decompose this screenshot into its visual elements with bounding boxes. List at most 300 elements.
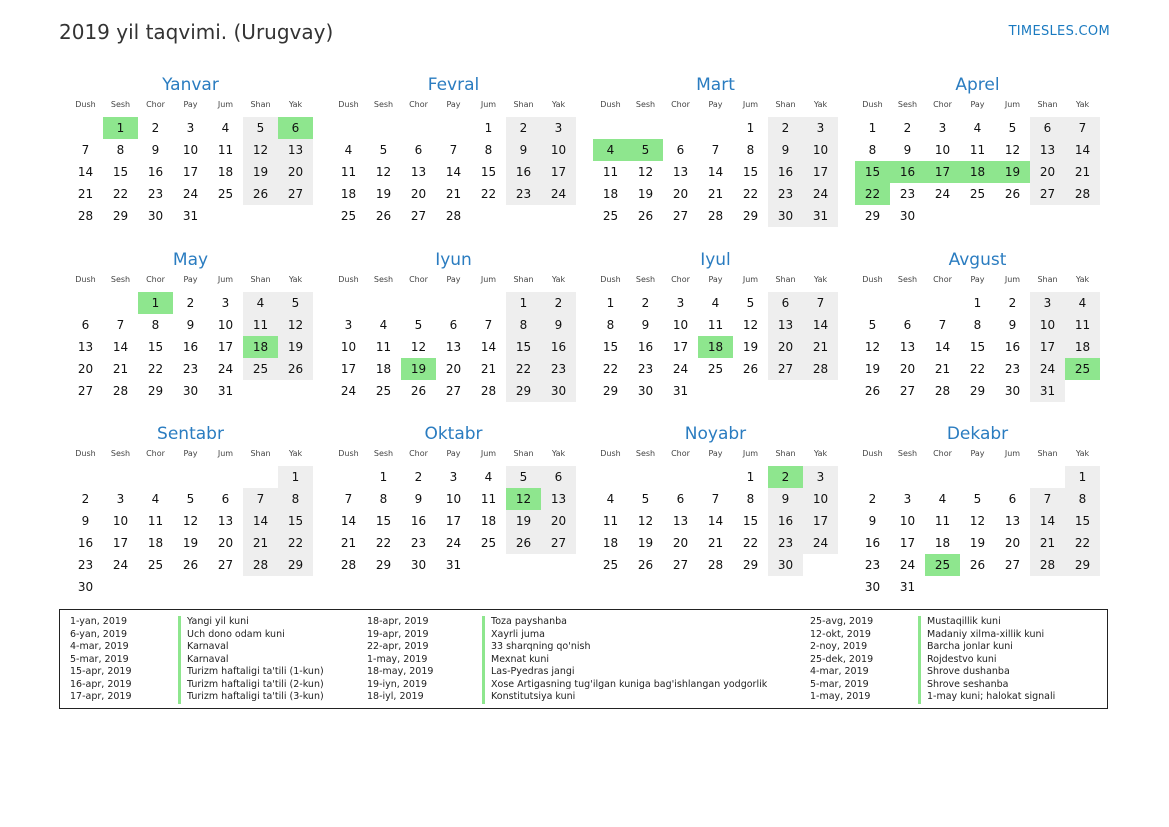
empty-cell xyxy=(855,290,890,314)
day-cell: 20 xyxy=(899,362,916,376)
day-cell: 15 xyxy=(480,165,497,179)
day-cell: 9 xyxy=(81,514,90,528)
day-cell: 14 xyxy=(445,165,462,179)
weekday-header: Shan xyxy=(506,445,541,464)
day-cell: 5 xyxy=(641,492,650,506)
weekday-header: Jum xyxy=(733,445,768,464)
day-cell: 17 xyxy=(217,340,234,354)
month-title: May xyxy=(172,250,209,270)
day-cell: 27 xyxy=(77,384,94,398)
day-cell: 23 xyxy=(768,183,803,205)
day-cell: 19 xyxy=(742,340,759,354)
day-cell: 21 xyxy=(803,336,838,358)
day-cell: 15 xyxy=(375,514,392,528)
day-cell: 18 xyxy=(602,536,619,550)
day-cell: 9 xyxy=(1008,318,1017,332)
month-table xyxy=(855,96,1100,227)
day-cell: 2 xyxy=(768,115,803,139)
holiday-name: 1-may kuni; halokat signali xyxy=(927,691,1056,702)
day-cell: 29 xyxy=(112,209,129,223)
empty-cell xyxy=(278,576,313,598)
day-cell: 5 xyxy=(733,290,768,314)
weekday-header: Yak xyxy=(541,271,576,290)
holiday-date: 1-may, 2019 xyxy=(367,653,428,665)
weekday-header: Shan xyxy=(506,271,541,290)
day-cell: 23 xyxy=(637,362,654,376)
empty-cell xyxy=(278,380,313,402)
day-cell: 20 xyxy=(445,362,462,376)
weekday-header: Dush xyxy=(855,445,890,464)
day-cell: 3 xyxy=(903,492,912,506)
month-title: Oktabr xyxy=(424,424,483,444)
weekday-header: Yak xyxy=(1065,271,1100,290)
day-cell: 1 xyxy=(855,115,890,139)
month-table xyxy=(331,271,576,402)
month-avgust xyxy=(855,249,1100,402)
empty-cell xyxy=(243,464,278,488)
weekday-header: Chor xyxy=(138,445,173,464)
month-title: Avgust xyxy=(948,250,1007,270)
day-cell: 12 xyxy=(506,488,541,510)
holiday-date: 18-iyl, 2019 xyxy=(367,691,424,702)
day-cell: 28 xyxy=(112,384,129,398)
day-cell: 22 xyxy=(602,362,619,376)
weekday-header: Yak xyxy=(1065,445,1100,464)
day-cell: 17 xyxy=(541,161,576,183)
day-cell: 17 xyxy=(112,536,129,550)
day-cell: 8 xyxy=(506,314,541,336)
day-cell: 28 xyxy=(480,384,497,398)
day-cell: 6 xyxy=(81,318,90,332)
day-cell: 12 xyxy=(1004,143,1021,157)
day-cell: 30 xyxy=(77,580,94,594)
empty-cell xyxy=(1030,576,1065,598)
day-cell: 10 xyxy=(803,139,838,161)
empty-cell xyxy=(401,290,436,314)
day-cell: 9 xyxy=(506,139,541,161)
day-cell: 3 xyxy=(116,492,125,506)
day-cell: 5 xyxy=(506,464,541,488)
empty-cell xyxy=(995,464,1030,488)
day-cell: 6 xyxy=(278,115,313,139)
day-cell: 16 xyxy=(768,161,803,183)
empty-cell xyxy=(1065,380,1100,402)
day-cell: 10 xyxy=(340,340,357,354)
day-cell: 23 xyxy=(864,558,881,572)
empty-cell xyxy=(1030,464,1065,488)
day-cell: 1 xyxy=(471,115,506,139)
day-cell: 24 xyxy=(541,183,576,205)
day-cell: 24 xyxy=(340,384,357,398)
holiday-name: Barcha jonlar kuni xyxy=(927,641,1013,652)
day-cell: 19 xyxy=(637,536,654,550)
day-cell: 29 xyxy=(742,209,759,223)
day-cell: 19 xyxy=(278,336,313,358)
day-cell: 4 xyxy=(344,143,353,157)
day-cell: 17 xyxy=(803,510,838,532)
day-cell: 3 xyxy=(803,464,838,488)
day-cell: 22 xyxy=(742,187,759,201)
day-cell: 6 xyxy=(541,464,576,488)
day-cell: 24 xyxy=(217,362,234,376)
day-cell: 4 xyxy=(593,139,628,161)
day-cell: 4 xyxy=(938,492,947,506)
day-cell: 23 xyxy=(410,536,427,550)
day-cell: 18 xyxy=(480,514,497,528)
day-cell: 4 xyxy=(379,318,388,332)
holiday-name: Xose Artigasning tug'ilgan kuniga bag'ishlangan yodgorlik xyxy=(491,678,768,690)
day-cell: 23 xyxy=(182,362,199,376)
day-cell: 8 xyxy=(278,488,313,510)
day-cell: 23 xyxy=(899,187,916,201)
weekday-header: Dush xyxy=(593,271,628,290)
day-cell: 21 xyxy=(934,362,951,376)
day-cell: 24 xyxy=(934,187,951,201)
day-cell: 22 xyxy=(278,532,313,554)
day-cell: 17 xyxy=(445,514,462,528)
day-cell: 1 xyxy=(1065,464,1100,488)
day-cell: 27 xyxy=(672,209,689,223)
day-cell: 3 xyxy=(663,290,698,314)
day-cell: 29 xyxy=(506,380,541,402)
day-cell: 10 xyxy=(445,492,462,506)
day-cell: 15 xyxy=(602,340,619,354)
day-cell: 9 xyxy=(151,143,160,157)
day-cell: 4 xyxy=(960,115,995,139)
day-cell: 4 xyxy=(1065,290,1100,314)
day-cell: 8 xyxy=(746,143,755,157)
legend-dates-column xyxy=(810,616,920,704)
day-cell: 25 xyxy=(1065,358,1100,380)
month-yanvar xyxy=(68,74,313,227)
weekday-header: Yak xyxy=(541,445,576,464)
day-cell: 7 xyxy=(1030,488,1065,510)
weekday-header: Pay xyxy=(436,96,471,115)
day-cell: 28 xyxy=(340,558,357,572)
day-cell: 20 xyxy=(410,187,427,201)
day-cell: 16 xyxy=(864,536,881,550)
weekday-header: Chor xyxy=(401,96,436,115)
day-cell: 30 xyxy=(541,380,576,402)
day-cell: 11 xyxy=(480,492,497,506)
empty-cell xyxy=(803,380,838,402)
day-cell: 9 xyxy=(768,488,803,510)
day-cell: 7 xyxy=(711,492,720,506)
day-cell: 26 xyxy=(1004,187,1021,201)
empty-cell xyxy=(995,576,1030,598)
empty-cell xyxy=(366,115,401,139)
day-cell: 12 xyxy=(278,314,313,336)
weekday-header: Jum xyxy=(208,96,243,115)
day-cell: 1 xyxy=(960,290,995,314)
day-cell: 13 xyxy=(445,340,462,354)
day-cell: 29 xyxy=(969,384,986,398)
legend-names-column xyxy=(918,616,1055,704)
day-cell: 3 xyxy=(344,318,353,332)
weekday-header: Sesh xyxy=(366,271,401,290)
day-cell: 6 xyxy=(903,318,912,332)
day-cell: 27 xyxy=(410,209,427,223)
day-cell: 28 xyxy=(445,209,462,223)
month-dekabr xyxy=(855,423,1100,598)
month-title: Fevral xyxy=(427,75,480,95)
day-cell: 30 xyxy=(1004,384,1021,398)
empty-cell xyxy=(471,205,506,227)
brand-link[interactable]: TIMESLES.COM xyxy=(1008,24,1110,39)
day-cell: 29 xyxy=(602,384,619,398)
day-cell: 8 xyxy=(868,143,877,157)
day-cell: 15 xyxy=(742,514,759,528)
day-cell: 10 xyxy=(112,514,129,528)
weekday-header: Pay xyxy=(173,96,208,115)
day-cell: 1 xyxy=(366,464,401,488)
day-cell: 3 xyxy=(436,464,471,488)
day-cell: 14 xyxy=(340,514,357,528)
day-cell: 22 xyxy=(375,536,392,550)
weekday-header: Dush xyxy=(68,445,103,464)
day-cell: 14 xyxy=(480,340,497,354)
day-cell: 20 xyxy=(77,362,94,376)
holiday-date: 19-iyn, 2019 xyxy=(367,678,428,690)
day-cell: 24 xyxy=(1030,358,1065,380)
empty-cell xyxy=(68,115,103,139)
day-cell: 15 xyxy=(1065,510,1100,532)
month-table xyxy=(593,96,838,227)
day-cell: 27 xyxy=(768,358,803,380)
day-cell: 31 xyxy=(182,209,199,223)
empty-cell xyxy=(436,290,471,314)
day-cell: 31 xyxy=(803,205,838,227)
day-cell: 24 xyxy=(112,558,129,572)
day-cell: 25 xyxy=(340,209,357,223)
empty-cell xyxy=(243,205,278,227)
day-cell: 8 xyxy=(606,318,615,332)
empty-cell xyxy=(103,464,138,488)
weekday-header: Shan xyxy=(243,271,278,290)
weekday-header: Pay xyxy=(698,271,733,290)
day-cell: 13 xyxy=(217,514,234,528)
day-cell: 6 xyxy=(676,492,685,506)
weekday-header: Jum xyxy=(471,445,506,464)
day-cell: 24 xyxy=(182,187,199,201)
day-cell: 30 xyxy=(768,554,803,576)
day-cell: 18 xyxy=(147,536,164,550)
day-cell: 1 xyxy=(593,290,628,314)
empty-cell xyxy=(890,464,925,488)
day-cell: 20 xyxy=(1004,536,1021,550)
day-cell: 22 xyxy=(480,187,497,201)
day-cell: 12 xyxy=(637,165,654,179)
day-cell: 7 xyxy=(711,143,720,157)
day-cell: 30 xyxy=(864,580,881,594)
day-cell: 11 xyxy=(340,165,357,179)
day-cell: 20 xyxy=(278,161,313,183)
empty-cell xyxy=(208,576,243,598)
day-cell: 11 xyxy=(602,165,619,179)
day-cell: 1 xyxy=(733,115,768,139)
day-cell: 11 xyxy=(147,514,164,528)
holiday-name: 33 sharqning qo'nish xyxy=(491,641,591,652)
empty-cell xyxy=(138,576,173,598)
day-cell: 19 xyxy=(637,187,654,201)
day-cell: 14 xyxy=(707,165,724,179)
holiday-name: Rojdestvo kuni xyxy=(927,653,997,665)
day-cell: 22 xyxy=(855,183,890,205)
day-cell: 10 xyxy=(541,139,576,161)
day-cell: 15 xyxy=(147,340,164,354)
day-cell: 11 xyxy=(243,314,278,336)
holiday-name: Konstitutsiya kuni xyxy=(491,691,576,702)
day-cell: 22 xyxy=(742,536,759,550)
day-cell: 18 xyxy=(934,536,951,550)
weekday-header: Jum xyxy=(208,271,243,290)
month-table xyxy=(593,445,838,576)
day-cell: 11 xyxy=(969,143,986,157)
day-cell: 7 xyxy=(449,143,458,157)
empty-cell xyxy=(68,464,103,488)
weekday-header: Shan xyxy=(506,96,541,115)
weekday-header: Yak xyxy=(278,96,313,115)
day-cell: 8 xyxy=(151,318,160,332)
empty-cell xyxy=(663,464,698,488)
day-cell: 5 xyxy=(186,492,195,506)
holiday-date: 5-mar, 2019 xyxy=(70,653,129,665)
day-cell: 2 xyxy=(401,464,436,488)
day-cell: 4 xyxy=(698,290,733,314)
weekday-header: Shan xyxy=(243,96,278,115)
weekday-header: Dush xyxy=(855,271,890,290)
weekday-header: Yak xyxy=(278,445,313,464)
holiday-legend xyxy=(59,609,1108,709)
day-cell: 12 xyxy=(243,139,278,161)
day-cell: 25 xyxy=(375,384,392,398)
day-cell: 4 xyxy=(243,290,278,314)
day-cell: 12 xyxy=(969,514,986,528)
day-cell: 14 xyxy=(934,340,951,354)
day-cell: 27 xyxy=(217,558,234,572)
holiday-date: 17-apr, 2019 xyxy=(70,691,132,702)
month-mart xyxy=(593,74,838,227)
day-cell: 24 xyxy=(445,536,462,550)
day-cell: 19 xyxy=(375,187,392,201)
day-cell: 12 xyxy=(182,514,199,528)
weekday-header: Sesh xyxy=(628,96,663,115)
day-cell: 16 xyxy=(410,514,427,528)
empty-cell xyxy=(628,115,663,139)
legend-dates-column xyxy=(70,616,180,704)
day-cell: 27 xyxy=(278,183,313,205)
day-cell: 13 xyxy=(672,165,689,179)
day-cell: 31 xyxy=(672,384,689,398)
legend-names-column xyxy=(178,616,324,704)
day-cell: 5 xyxy=(973,492,982,506)
weekday-header: Shan xyxy=(1030,96,1065,115)
day-cell: 13 xyxy=(1030,139,1065,161)
empty-cell xyxy=(173,576,208,598)
day-cell: 3 xyxy=(925,115,960,139)
day-cell: 22 xyxy=(1065,532,1100,554)
weekday-header: Dush xyxy=(68,96,103,115)
weekday-header: Jum xyxy=(995,271,1030,290)
day-cell: 1 xyxy=(278,464,313,488)
day-cell: 15 xyxy=(278,510,313,532)
day-cell: 6 xyxy=(1030,115,1065,139)
weekday-header: Dush xyxy=(593,96,628,115)
weekday-header: Dush xyxy=(331,271,366,290)
day-cell: 16 xyxy=(77,536,94,550)
weekday-header: Sesh xyxy=(366,445,401,464)
day-cell: 20 xyxy=(1030,161,1065,183)
weekday-header: Yak xyxy=(541,96,576,115)
month-oktabr xyxy=(331,423,576,576)
legend-names-column xyxy=(482,616,767,704)
day-cell: 5 xyxy=(243,115,278,139)
weekday-header: Jum xyxy=(995,96,1030,115)
empty-cell xyxy=(1065,205,1100,227)
weekday-header: Pay xyxy=(698,445,733,464)
month-title: Aprel xyxy=(955,75,1000,95)
day-cell: 13 xyxy=(899,340,916,354)
day-cell: 27 xyxy=(541,532,576,554)
day-cell: 21 xyxy=(707,187,724,201)
day-cell: 6 xyxy=(449,318,458,332)
day-cell: 5 xyxy=(379,143,388,157)
day-cell: 5 xyxy=(868,318,877,332)
day-cell: 6 xyxy=(768,290,803,314)
day-cell: 14 xyxy=(1030,510,1065,532)
empty-cell xyxy=(960,576,995,598)
day-cell: 26 xyxy=(637,209,654,223)
empty-cell xyxy=(103,576,138,598)
day-cell: 18 xyxy=(375,362,392,376)
day-cell: 3 xyxy=(1030,290,1065,314)
day-cell: 26 xyxy=(506,532,541,554)
day-cell: 19 xyxy=(995,161,1030,183)
empty-cell xyxy=(995,205,1030,227)
day-cell: 20 xyxy=(217,536,234,550)
day-cell: 14 xyxy=(243,510,278,532)
weekday-header: Sesh xyxy=(103,96,138,115)
day-cell: 3 xyxy=(541,115,576,139)
day-cell: 17 xyxy=(899,536,916,550)
empty-cell xyxy=(960,464,995,488)
day-cell: 12 xyxy=(637,514,654,528)
holiday-date: 18-apr, 2019 xyxy=(367,616,429,627)
day-cell: 23 xyxy=(768,532,803,554)
day-cell: 7 xyxy=(344,492,353,506)
day-cell: 27 xyxy=(899,384,916,398)
day-cell: 13 xyxy=(541,488,576,510)
empty-cell xyxy=(68,290,103,314)
month-table xyxy=(331,445,576,576)
weekday-header: Shan xyxy=(1030,445,1065,464)
empty-cell xyxy=(541,554,576,576)
holiday-name: Shrove dushanba xyxy=(927,666,1010,677)
empty-cell xyxy=(506,554,541,576)
day-cell: 8 xyxy=(484,143,493,157)
weekday-header: Chor xyxy=(925,96,960,115)
day-cell: 9 xyxy=(186,318,195,332)
empty-cell xyxy=(593,115,628,139)
month-title: Noyabr xyxy=(684,424,747,444)
weekday-header: Chor xyxy=(925,271,960,290)
day-cell: 9 xyxy=(868,514,877,528)
month-title: Iyun xyxy=(435,250,472,270)
day-cell: 13 xyxy=(1004,514,1021,528)
empty-cell xyxy=(243,380,278,402)
legend-dates-column xyxy=(367,616,477,704)
weekday-header: Shan xyxy=(1030,271,1065,290)
